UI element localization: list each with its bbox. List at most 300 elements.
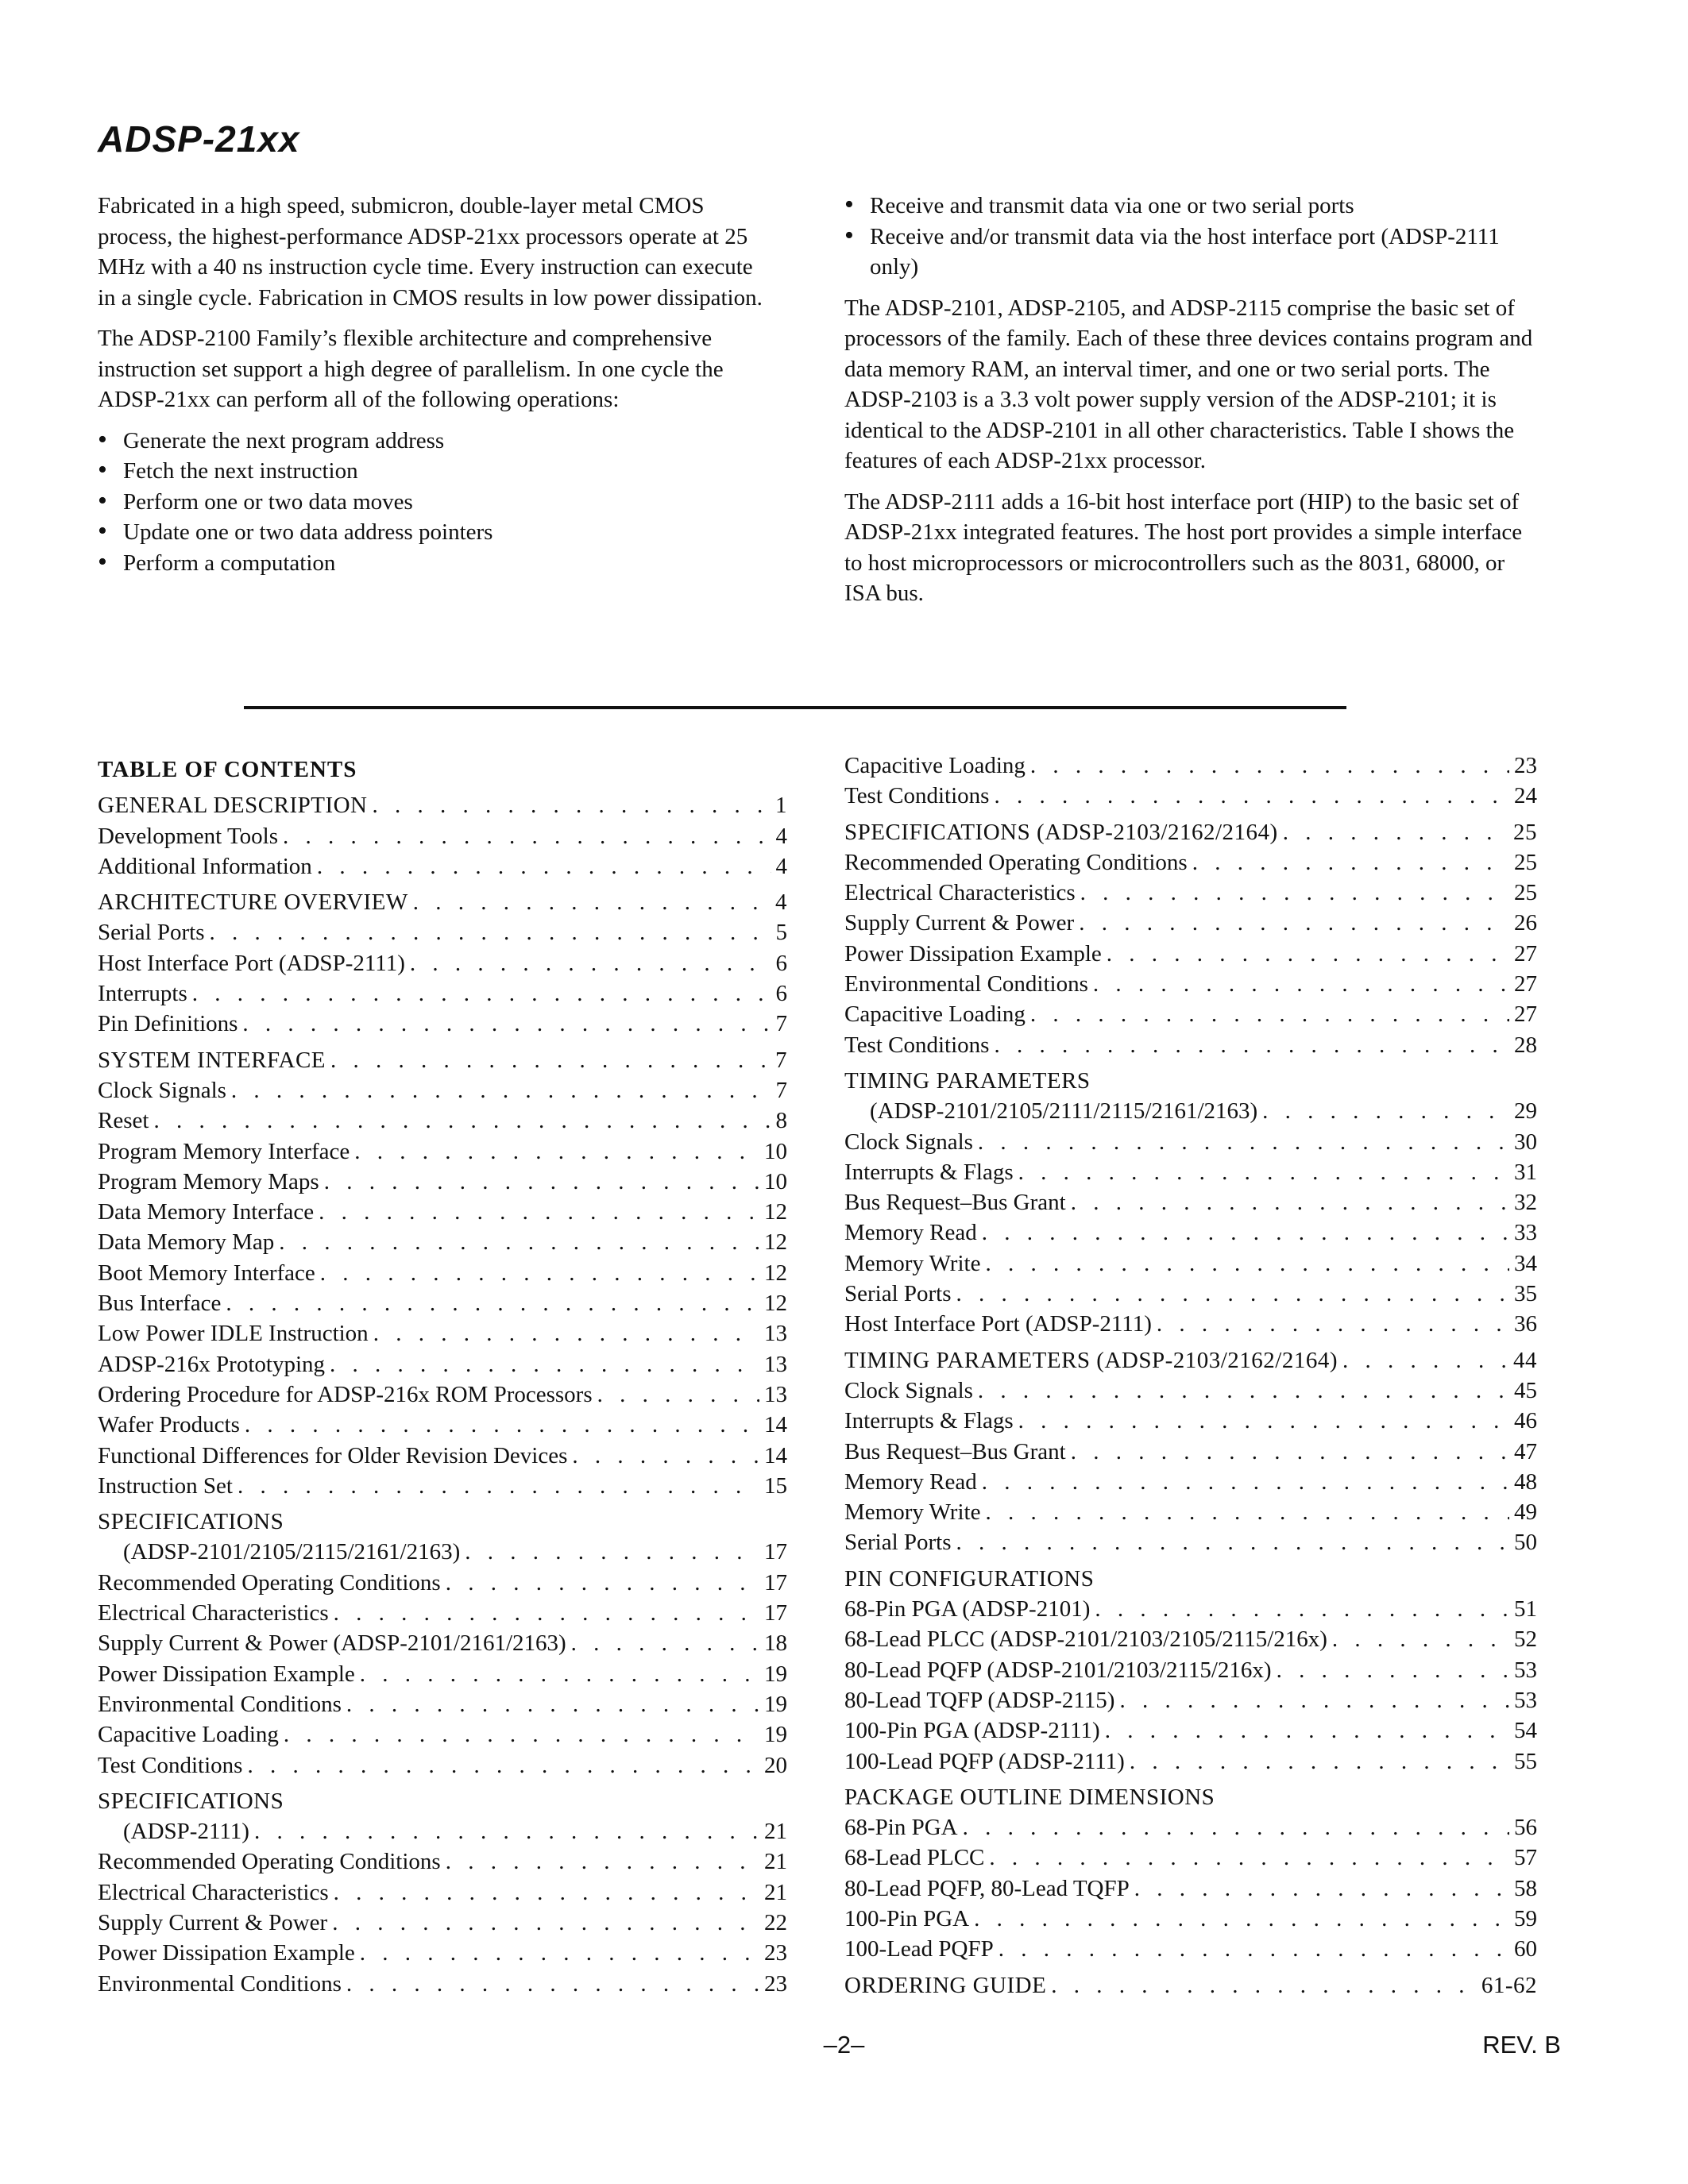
toc-entry — [844, 1970, 1537, 2001]
toc-entry-page: 54 — [1514, 1718, 1537, 1744]
list-item: • Generate the next program address — [98, 424, 445, 454]
toc-entry-page: 4 — [775, 853, 787, 879]
toc-entry-title: Serial Ports — [844, 1281, 952, 1307]
toc-entry — [844, 1127, 1537, 1157]
toc-leader-dots — [360, 1659, 759, 1689]
intro-paragraph: Fabricated in a high speed, submicron, double-layer metal CMOS process, the highest-performance ADSP-21xx processors operate at 25 MHz with a 40 ns instruction cycle time. Every instruction can execute in a single cycle. Fabrication in CMOS results in low power dissipation. — [98, 193, 763, 311]
toc-entry-title: Test Conditions — [844, 783, 990, 809]
toc-leader-dots — [1018, 1157, 1509, 1187]
toc-entry-title: Power Dissipation Example — [98, 1661, 355, 1687]
toc-leader-dots — [354, 1136, 759, 1167]
document-title: ADSP-21xx — [98, 118, 300, 160]
toc-leader-dots — [1277, 1655, 1509, 1685]
toc-leader-dots — [330, 1349, 759, 1379]
toc-entry-title: Electrical Characteristics — [844, 880, 1076, 906]
toc-entry-title: Clock Signals — [98, 1077, 226, 1103]
toc-leader-dots — [210, 917, 771, 947]
toc-entry-page: 5 — [775, 920, 787, 946]
toc-leader-dots — [1157, 1309, 1509, 1339]
list-item: • Perform a computation — [98, 546, 336, 577]
toc-entry — [98, 1750, 787, 1781]
toc-entry — [98, 1288, 787, 1318]
toc-entry-title: 100-Lead PQFP (ADSP-2111) — [844, 1748, 1125, 1774]
toc-entry-page: 56 — [1514, 1815, 1537, 1841]
toc-entry — [98, 1719, 787, 1750]
toc-entry — [98, 978, 787, 1009]
toc-leader-dots — [974, 1904, 1509, 1934]
toc-entry-title: Instruction Set — [98, 1472, 233, 1499]
toc-entry — [98, 1045, 787, 1075]
toc-entry-title: Environmental Conditions — [844, 971, 1088, 997]
list-item: • Receive and/or transmit data via the host interface port (ADSP-2111 only) — [844, 220, 1500, 280]
toc-leader-dots — [226, 1288, 759, 1318]
toc-leader-dots — [1093, 969, 1509, 999]
toc-entry-page: 17 — [764, 1569, 787, 1596]
toc-entry — [844, 817, 1537, 847]
toc-leader-dots — [994, 1030, 1509, 1060]
toc-entry-title: Supply Current & Power — [98, 1909, 328, 1935]
toc-entry-title: Pin Definitions — [98, 1011, 238, 1037]
toc-entry — [98, 1507, 787, 1537]
toc-entry-title: ADSP-216x Prototyping — [98, 1351, 326, 1377]
architecture-paragraph: The ADSP-2100 Family’s flexible architecture and comprehensive instruction set support a high degree of parallelism. In one cycle the ADSP-21xx can perform all of the following operations: — [98, 326, 724, 412]
toc-entry-title: Serial Ports — [844, 1530, 952, 1556]
section-divider — [244, 706, 1346, 709]
bullet-icon: • — [844, 190, 854, 219]
toc-entry-title: SPECIFICATIONS — [98, 1788, 284, 1814]
toc-entry — [844, 908, 1537, 938]
toc-entry — [844, 1746, 1537, 1777]
toc-entry-title: Development Tools — [98, 823, 278, 849]
toc-entry — [98, 1938, 787, 1968]
toc-entry-page: 49 — [1514, 1499, 1537, 1526]
toc-entry-page: 4 — [775, 823, 787, 849]
toc-entry-page: 23 — [764, 1970, 787, 1997]
toc-entry-page: 48 — [1514, 1468, 1537, 1495]
toc-entry-page: 1 — [775, 793, 787, 819]
toc-entry-page: 59 — [1514, 1905, 1537, 1931]
toc-entry — [844, 1594, 1537, 1624]
toc-entry-title: 68-Pin PGA (ADSP-2101) — [844, 1596, 1091, 1623]
toc-entry — [844, 1096, 1537, 1126]
toc-entry — [98, 1908, 787, 1938]
right-text-column — [844, 191, 1543, 619]
toc-leader-dots — [330, 1045, 771, 1075]
toc-entry-title: Supply Current & Power (ADSP-2101/2161/2163) — [98, 1630, 566, 1657]
toc-leader-dots — [192, 978, 771, 1009]
list-item: • Update one or two data address pointers — [98, 516, 493, 546]
toc-entry-page: 12 — [764, 1199, 787, 1225]
toc-entry-title: 68-Lead PLCC — [844, 1845, 985, 1871]
toc-entry-title: Memory Read — [844, 1220, 977, 1246]
toc-leader-dots — [1105, 1715, 1509, 1746]
family-paragraph: The ADSP-2101, ADSP-2105, and ADSP-2115 comprise the basic set of processors of the family. Each of these three devices contains program and data memory RAM, an interval timer, and one or two serial ports. The ADSP-2103 is a 3.3 volt power supply version of the ADSP-2101; it is identical to the ADSP-2101 in all other characteristics. Table I shows the features of each ADSP-21xx processor. — [844, 295, 1533, 473]
toc-entry — [98, 1969, 787, 1999]
toc-leader-dots — [1107, 939, 1509, 969]
toc-entry-page: 44 — [1513, 1347, 1537, 1373]
toc-entry-title: Ordering Procedure for ADSP-216x ROM Processors — [98, 1381, 593, 1407]
bullet-icon: • — [844, 220, 854, 250]
toc-entry-page: 8 — [775, 1108, 787, 1134]
toc-entry-title: Memory Write — [844, 1250, 981, 1276]
toc-leader-dots — [279, 1227, 759, 1257]
toc-entry — [98, 1816, 787, 1846]
toc-leader-dots — [956, 1279, 1509, 1309]
toc-entry-page: 25 — [1513, 819, 1537, 845]
toc-entry — [844, 1624, 1537, 1654]
toc-leader-dots — [254, 1816, 759, 1846]
toc-entry-title: (ADSP-2101/2105/2111/2115/2161/2163) — [870, 1098, 1258, 1125]
toc-entry — [844, 1564, 1537, 1594]
bullet-icon: • — [98, 516, 107, 546]
toc-leader-dots — [446, 1846, 759, 1877]
toc-entry — [98, 1167, 787, 1197]
toc-leader-dots — [153, 1106, 771, 1136]
toc-entry — [844, 1497, 1537, 1527]
toc-entry-title: Test Conditions — [844, 1032, 990, 1058]
toc-entry-title: Capacitive Loading — [844, 1001, 1026, 1028]
toc-leader-dots — [1119, 1685, 1509, 1715]
toc-entry — [98, 1786, 787, 1816]
toc-entry-title: Capacitive Loading — [98, 1722, 279, 1748]
toc-entry-page: 46 — [1514, 1408, 1537, 1434]
toc-entry — [98, 1441, 787, 1471]
toc-entry-page: 12 — [764, 1291, 787, 1317]
toc-entry — [98, 821, 787, 851]
toc-entry-page: 7 — [775, 1047, 787, 1073]
toc-leader-dots — [346, 1969, 759, 1999]
toc-entry — [98, 790, 787, 820]
toc-leader-dots — [320, 1258, 759, 1288]
toc-leader-dots — [346, 1689, 759, 1719]
toc-entry — [844, 1437, 1537, 1467]
toc-entry-title: Bus Interface — [98, 1291, 222, 1317]
toc-entry — [844, 1406, 1537, 1436]
toc-entry-title: Boot Memory Interface — [98, 1260, 315, 1286]
toc-leader-dots — [978, 1127, 1509, 1157]
toc-leader-dots — [334, 1598, 759, 1628]
toc-entry — [98, 1689, 787, 1719]
toc-entry-page: 13 — [764, 1351, 787, 1377]
toc-leader-dots — [999, 1934, 1509, 1964]
toc-entry-title: Additional Information — [98, 853, 312, 879]
toc-entry-page: 35 — [1514, 1281, 1537, 1307]
toc-entry-title: Bus Request–Bus Grant — [844, 1438, 1066, 1464]
toc-leader-dots — [597, 1379, 759, 1410]
toc-leader-dots — [231, 1075, 771, 1106]
toc-entry-title: ORDERING GUIDE — [844, 1972, 1047, 1998]
toc-entry — [844, 1873, 1537, 1904]
toc-entry-page: 58 — [1514, 1875, 1537, 1901]
toc-leader-dots — [1134, 1873, 1509, 1904]
toc-entry-title: TIMING PARAMETERS (ADSP-2103/2162/2164) — [844, 1347, 1338, 1373]
toc-entry-title: Program Memory Interface — [98, 1138, 350, 1164]
toc-entry-page: 55 — [1514, 1748, 1537, 1774]
toc-entry — [844, 1812, 1537, 1843]
toc-entry — [844, 1376, 1537, 1406]
toc-leader-dots — [247, 1750, 759, 1781]
toc-entry — [844, 939, 1537, 969]
toc-entry-title: PIN CONFIGURATIONS — [844, 1565, 1095, 1592]
toc-entry-page: 10 — [764, 1168, 787, 1194]
toc-entry-page: 12 — [764, 1229, 787, 1256]
toc-entry-title: 80-Lead PQFP, 80-Lead TQFP — [844, 1875, 1130, 1901]
toc-entry-title: 80-Lead PQFP (ADSP-2101/2103/2115/216x) — [844, 1657, 1272, 1683]
toc-leader-dots — [1342, 1345, 1508, 1376]
toc-entry — [98, 1471, 787, 1501]
toc-entry-title: Clock Signals — [844, 1129, 973, 1155]
toc-entry-page: 21 — [764, 1879, 787, 1905]
toc-entry-title: Memory Read — [844, 1468, 977, 1495]
toc-entry-title: PACKAGE OUTLINE DIMENSIONS — [844, 1784, 1215, 1810]
toc-entry-title: Recommended Operating Conditions — [98, 1849, 441, 1875]
toc-leader-dots — [1283, 817, 1508, 847]
toc-leader-dots — [373, 790, 771, 820]
toc-leader-dots — [1332, 1624, 1509, 1654]
toc-entry-title: Environmental Conditions — [98, 1691, 342, 1717]
toc-entry-page: 18 — [764, 1630, 787, 1657]
toc-leader-dots — [465, 1537, 759, 1567]
toc-entry-page: 14 — [764, 1412, 787, 1438]
toc-leader-dots — [572, 1441, 759, 1471]
toc-leader-dots — [963, 1812, 1509, 1843]
toc-entry — [844, 1685, 1537, 1715]
toc-entry-page: 7 — [775, 1077, 787, 1103]
toc-entry — [98, 1106, 787, 1136]
toc-entry-title: Program Memory Maps — [98, 1168, 319, 1194]
toc-entry-title: SPECIFICATIONS (ADSP-2103/2162/2164) — [844, 819, 1278, 845]
toc-leader-dots — [373, 1318, 759, 1349]
toc-entry-title: Electrical Characteristics — [98, 1879, 329, 1905]
toc-entry-title: Electrical Characteristics — [98, 1600, 329, 1626]
toc-entry-title: SPECIFICATIONS — [98, 1509, 284, 1535]
toc-entry-page: 4 — [775, 889, 787, 916]
toc-leader-dots — [324, 1167, 759, 1197]
toc-entry — [98, 1846, 787, 1877]
toc-entry-title: Recommended Operating Conditions — [98, 1569, 441, 1596]
toc-entry-page: 23 — [764, 1940, 787, 1966]
toc-leader-dots — [238, 1471, 759, 1501]
bullet-icon: • — [98, 455, 107, 484]
toc-entry-title: Host Interface Port (ADSP-2111) — [844, 1311, 1152, 1337]
toc-entry-title: 100-Lead PQFP — [844, 1936, 994, 1962]
toc-leader-dots — [1095, 1594, 1509, 1624]
toc-entry-page: 30 — [1514, 1129, 1537, 1155]
toc-entry — [98, 1349, 787, 1379]
toc-leader-dots — [985, 1248, 1509, 1279]
toc-entry — [98, 1009, 787, 1039]
toc-leader-dots — [989, 1843, 1509, 1873]
toc-entry-page: 14 — [764, 1442, 787, 1468]
toc-entry — [844, 1934, 1537, 1964]
toc-heading: TABLE OF CONTENTS — [98, 757, 357, 782]
toc-entry-title: Recommended Operating Conditions — [844, 849, 1188, 875]
toc-leader-dots — [283, 821, 771, 851]
toc-entry-page: 26 — [1514, 910, 1537, 936]
toc-entry-page: 19 — [764, 1661, 787, 1687]
list-item: • Fetch the next instruction — [98, 455, 358, 484]
toc-entry-page: 22 — [764, 1909, 787, 1935]
toc-entry — [844, 1527, 1537, 1557]
toc-leader-dots — [284, 1719, 759, 1750]
toc-entry-page: 21 — [764, 1849, 787, 1875]
toc-entry — [844, 1248, 1537, 1279]
toc-entry-page: 20 — [764, 1752, 787, 1778]
toc-entry-title: SYSTEM INTERFACE — [98, 1047, 326, 1073]
toc-entry — [844, 781, 1537, 811]
toc-leader-dots — [982, 1217, 1509, 1248]
toc-entry — [98, 1318, 787, 1349]
toc-leader-dots — [334, 1877, 759, 1908]
toc-entry — [98, 1227, 787, 1257]
toc-entry-title: 68-Lead PLCC (ADSP-2101/2103/2105/2115/216x) — [844, 1626, 1327, 1653]
toc-entry-page: 13 — [764, 1321, 787, 1347]
toc-leader-dots — [978, 1376, 1509, 1406]
toc-entry — [98, 851, 787, 882]
toc-entry-title: Data Memory Map — [98, 1229, 275, 1256]
toc-entry-title: Test Conditions — [98, 1752, 243, 1778]
host-port-paragraph: The ADSP-2111 adds a 16-bit host interface port (HIP) to the basic set of ADSP-21xx integrated features. The host port provides a simple interface to host microprocessors or microcontrollers such as the 8031, 68000, or ISA bus. — [844, 488, 1523, 606]
toc-entry-page: 19 — [764, 1691, 787, 1717]
toc-entry — [844, 1279, 1537, 1309]
toc-leader-dots — [956, 1527, 1509, 1557]
toc-entry — [98, 1136, 787, 1167]
toc-entry — [98, 1379, 787, 1410]
toc-entry-page: 34 — [1514, 1250, 1537, 1276]
toc-leader-dots — [1030, 751, 1509, 781]
toc-leader-dots — [317, 851, 771, 882]
toc-leader-dots — [1192, 847, 1509, 878]
toc-entry-title: Interrupts & Flags — [844, 1159, 1014, 1185]
toc-entry — [844, 1345, 1537, 1376]
toc-entry — [844, 1782, 1537, 1812]
toc-entry — [98, 1537, 787, 1567]
toc-entry-page: 17 — [764, 1600, 787, 1626]
toc-entry-page: 47 — [1514, 1438, 1537, 1464]
toc-leader-dots — [242, 1009, 771, 1039]
toc-entry — [844, 1187, 1537, 1217]
toc-entry-title: Power Dissipation Example — [844, 940, 1102, 967]
toc-right-column — [844, 751, 1537, 2001]
toc-entry-page: 15 — [764, 1472, 787, 1499]
toc-entry — [98, 1628, 787, 1658]
toc-left-column — [98, 753, 787, 1999]
toc-entry-title: 80-Lead TQFP (ADSP-2115) — [844, 1687, 1115, 1713]
toc-entry-title: Power Dissipation Example — [98, 1940, 355, 1966]
toc-entry — [98, 1258, 787, 1288]
toc-entry-page: 45 — [1514, 1377, 1537, 1403]
toc-entry — [98, 948, 787, 978]
toc-entry-page: 6 — [775, 981, 787, 1007]
operations-list-continued — [844, 191, 1543, 283]
toc-leader-dots — [1051, 1970, 1477, 2001]
toc-entry — [98, 1598, 787, 1628]
toc-entry-page: 60 — [1514, 1936, 1537, 1962]
toc-entry-page: 36 — [1514, 1311, 1537, 1337]
toc-leader-dots — [410, 948, 771, 978]
toc-entry-page: 31 — [1514, 1159, 1537, 1185]
toc-entry-page: 57 — [1514, 1845, 1537, 1871]
toc-entry-page: 13 — [764, 1381, 787, 1407]
toc-entry-title: Wafer Products — [98, 1412, 240, 1438]
toc-leader-dots — [1030, 999, 1509, 1029]
toc-entry-page: 27 — [1514, 971, 1537, 997]
toc-entry-title: Bus Request–Bus Grant — [844, 1190, 1066, 1216]
toc-entry-page: 52 — [1514, 1626, 1537, 1653]
toc-entry-page: 24 — [1514, 783, 1537, 809]
list-item: • Perform one or two data moves — [98, 485, 413, 515]
operations-list — [98, 426, 769, 579]
toc-entry-page: 25 — [1514, 880, 1537, 906]
toc-leader-dots — [413, 887, 771, 917]
toc-leader-dots — [360, 1938, 759, 1968]
toc-entry-title: Environmental Conditions — [98, 1970, 342, 1997]
toc-entry — [844, 1309, 1537, 1339]
bullet-icon: • — [98, 485, 107, 515]
toc-entry-title: Capacitive Loading — [844, 753, 1026, 778]
toc-entry-page: 19 — [764, 1722, 787, 1748]
toc-entry — [844, 1715, 1537, 1746]
toc-entry-title: TIMING PARAMETERS — [844, 1067, 1091, 1094]
toc-entry-title: Interrupts & Flags — [844, 1408, 1014, 1434]
toc-entry-title: Memory Write — [844, 1499, 981, 1526]
toc-entry-page: 33 — [1514, 1220, 1537, 1246]
toc-entry-page: 53 — [1514, 1657, 1537, 1683]
toc-entry-page: 17 — [764, 1539, 787, 1565]
toc-entry — [844, 1066, 1537, 1096]
toc-leader-dots — [1130, 1746, 1509, 1777]
toc-entry — [844, 847, 1537, 878]
toc-entry — [844, 1904, 1537, 1934]
toc-entry — [844, 1157, 1537, 1187]
toc-leader-dots — [985, 1497, 1509, 1527]
toc-leader-dots — [332, 1908, 759, 1938]
toc-entry — [98, 1877, 787, 1908]
toc-entry-title: Clock Signals — [844, 1377, 973, 1403]
toc-entry — [844, 751, 1537, 781]
toc-entry — [844, 1217, 1537, 1248]
bullet-icon: • — [98, 546, 107, 577]
toc-entry-page: 61-62 — [1481, 1972, 1537, 1998]
toc-leader-dots — [245, 1410, 759, 1440]
toc-entry-title: Supply Current & Power — [844, 910, 1075, 936]
toc-entry-title: Data Memory Interface — [98, 1199, 315, 1225]
toc-entry — [98, 1075, 787, 1106]
toc-entry-page: 53 — [1514, 1687, 1537, 1713]
toc-leader-dots — [1071, 1187, 1509, 1217]
toc-entry-title: Functional Differences for Older Revision Devices — [98, 1442, 568, 1468]
toc-leader-dots — [446, 1568, 759, 1598]
toc-entry — [98, 1568, 787, 1598]
toc-entry — [98, 1197, 787, 1227]
toc-entry-page: 29 — [1514, 1098, 1537, 1125]
left-text-column — [98, 191, 769, 588]
toc-entry-page: 21 — [764, 1819, 787, 1845]
toc-entry-page: 32 — [1514, 1190, 1537, 1216]
toc-entry-page: 6 — [775, 950, 787, 976]
toc-entry-page: 27 — [1514, 940, 1537, 967]
toc-entry-title: 100-Pin PGA — [844, 1905, 970, 1931]
list-item: • Receive and transmit data via one or two serial ports — [844, 190, 1354, 219]
toc-entry-page: 10 — [764, 1138, 787, 1164]
toc-entry-title: ARCHITECTURE OVERVIEW — [98, 889, 408, 916]
toc-entry-title: (ADSP-2111) — [123, 1819, 249, 1845]
toc-leader-dots — [1262, 1096, 1509, 1126]
toc-entry — [844, 969, 1537, 999]
toc-entry — [98, 1410, 787, 1440]
toc-entry-title: Reset — [98, 1108, 149, 1134]
toc-entry — [844, 1843, 1537, 1873]
